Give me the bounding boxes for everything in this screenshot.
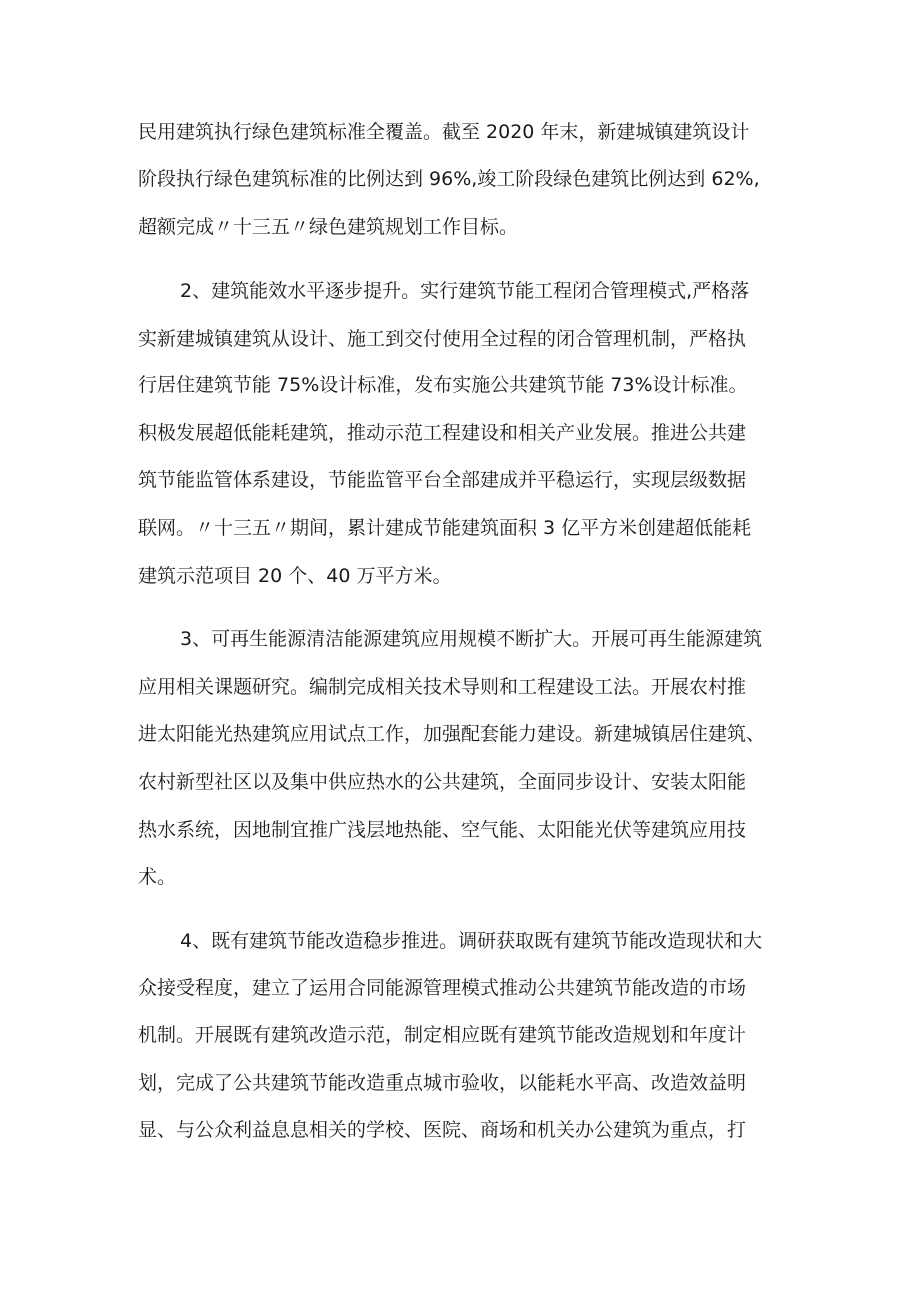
paragraph-4-line-4: 划，完成了公共建筑节能改造重点城市验收，以能耗水平高、改造效益明 <box>138 1072 747 1094</box>
paragraph-2-line-2: 实新建城镇建筑从设计、施工到交付使用全过程的闭合管理机制，严格执 <box>138 328 747 350</box>
paragraph-3-line-5: 热水系统，因地制宜推广浅层地热能、空气能、太阳能光伏等建筑应用技 <box>138 819 747 841</box>
paragraph-4-line-2: 众接受程度，建立了运用合同能源管理模式推动公共建筑节能改造的市场 <box>138 977 747 999</box>
paragraph-1-line-2: 阶段执行绿色建筑标准的比例达到 96%,竣工阶段绿色建筑比例达到 62%, <box>138 168 760 190</box>
paragraph-2-line-1: 2、建筑能效水平逐步提升。实行建筑节能工程闭合管理模式,严格落 <box>180 280 750 302</box>
paragraph-4-line-5: 显、与公众利益息息相关的学校、医院、商场和机关办公建筑为重点，打 <box>138 1119 747 1141</box>
paragraph-3-line-6: 术。 <box>138 866 177 888</box>
paragraph-2-line-7: 建筑示范项目 20 个、40 万平方米。 <box>138 565 452 587</box>
paragraph-1-line-3: 超额完成〃十三五〃绿色建筑规划工作目标。 <box>138 216 519 238</box>
paragraph-3-line-4: 农村新型社区以及集中供应热水的公共建筑，全面同步设计、安装太阳能 <box>138 771 747 793</box>
paragraph-4-line-1: 4、既有建筑节能改造稳步推进。调研获取既有建筑节能改造现状和大 <box>180 930 763 952</box>
paragraph-3-line-3: 进太阳能光热建筑应用试点工作，加强配套能力建设。新建城镇居住建筑、 <box>138 723 766 745</box>
paragraph-2-line-3: 行居住建筑节能 75%设计标准，发布实施公共建筑节能 73%设计标准。 <box>138 374 748 396</box>
paragraph-2-line-6: 联网。〃十三五〃期间，累计建成节能建筑面积 3 亿平方米创建超低能耗 <box>138 517 752 539</box>
paragraph-3-line-1: 3、可再生能源清洁能源建筑应用规模不断扩大。开展可再生能源建筑 <box>180 628 763 650</box>
paragraph-1-line-1: 民用建筑执行绿色建筑标准全覆盖。截至 2020 年末，新建城镇建筑设计 <box>138 121 750 143</box>
paragraph-2-line-5: 筑节能监管体系建设，节能监管平台全部建成并平稳运行，实现层级数据 <box>138 469 747 491</box>
paragraph-3-line-2: 应用相关课题研究。编制完成相关技术导则和工程建设工法。开展农村推 <box>138 676 747 698</box>
paragraph-2-line-4: 积极发展超低能耗建筑，推动示范工程建设和相关产业发展。推进公共建 <box>138 422 747 444</box>
paragraph-4-line-3: 机制。开展既有建筑改造示范，制定相应既有建筑节能改造规划和年度计 <box>138 1024 747 1046</box>
